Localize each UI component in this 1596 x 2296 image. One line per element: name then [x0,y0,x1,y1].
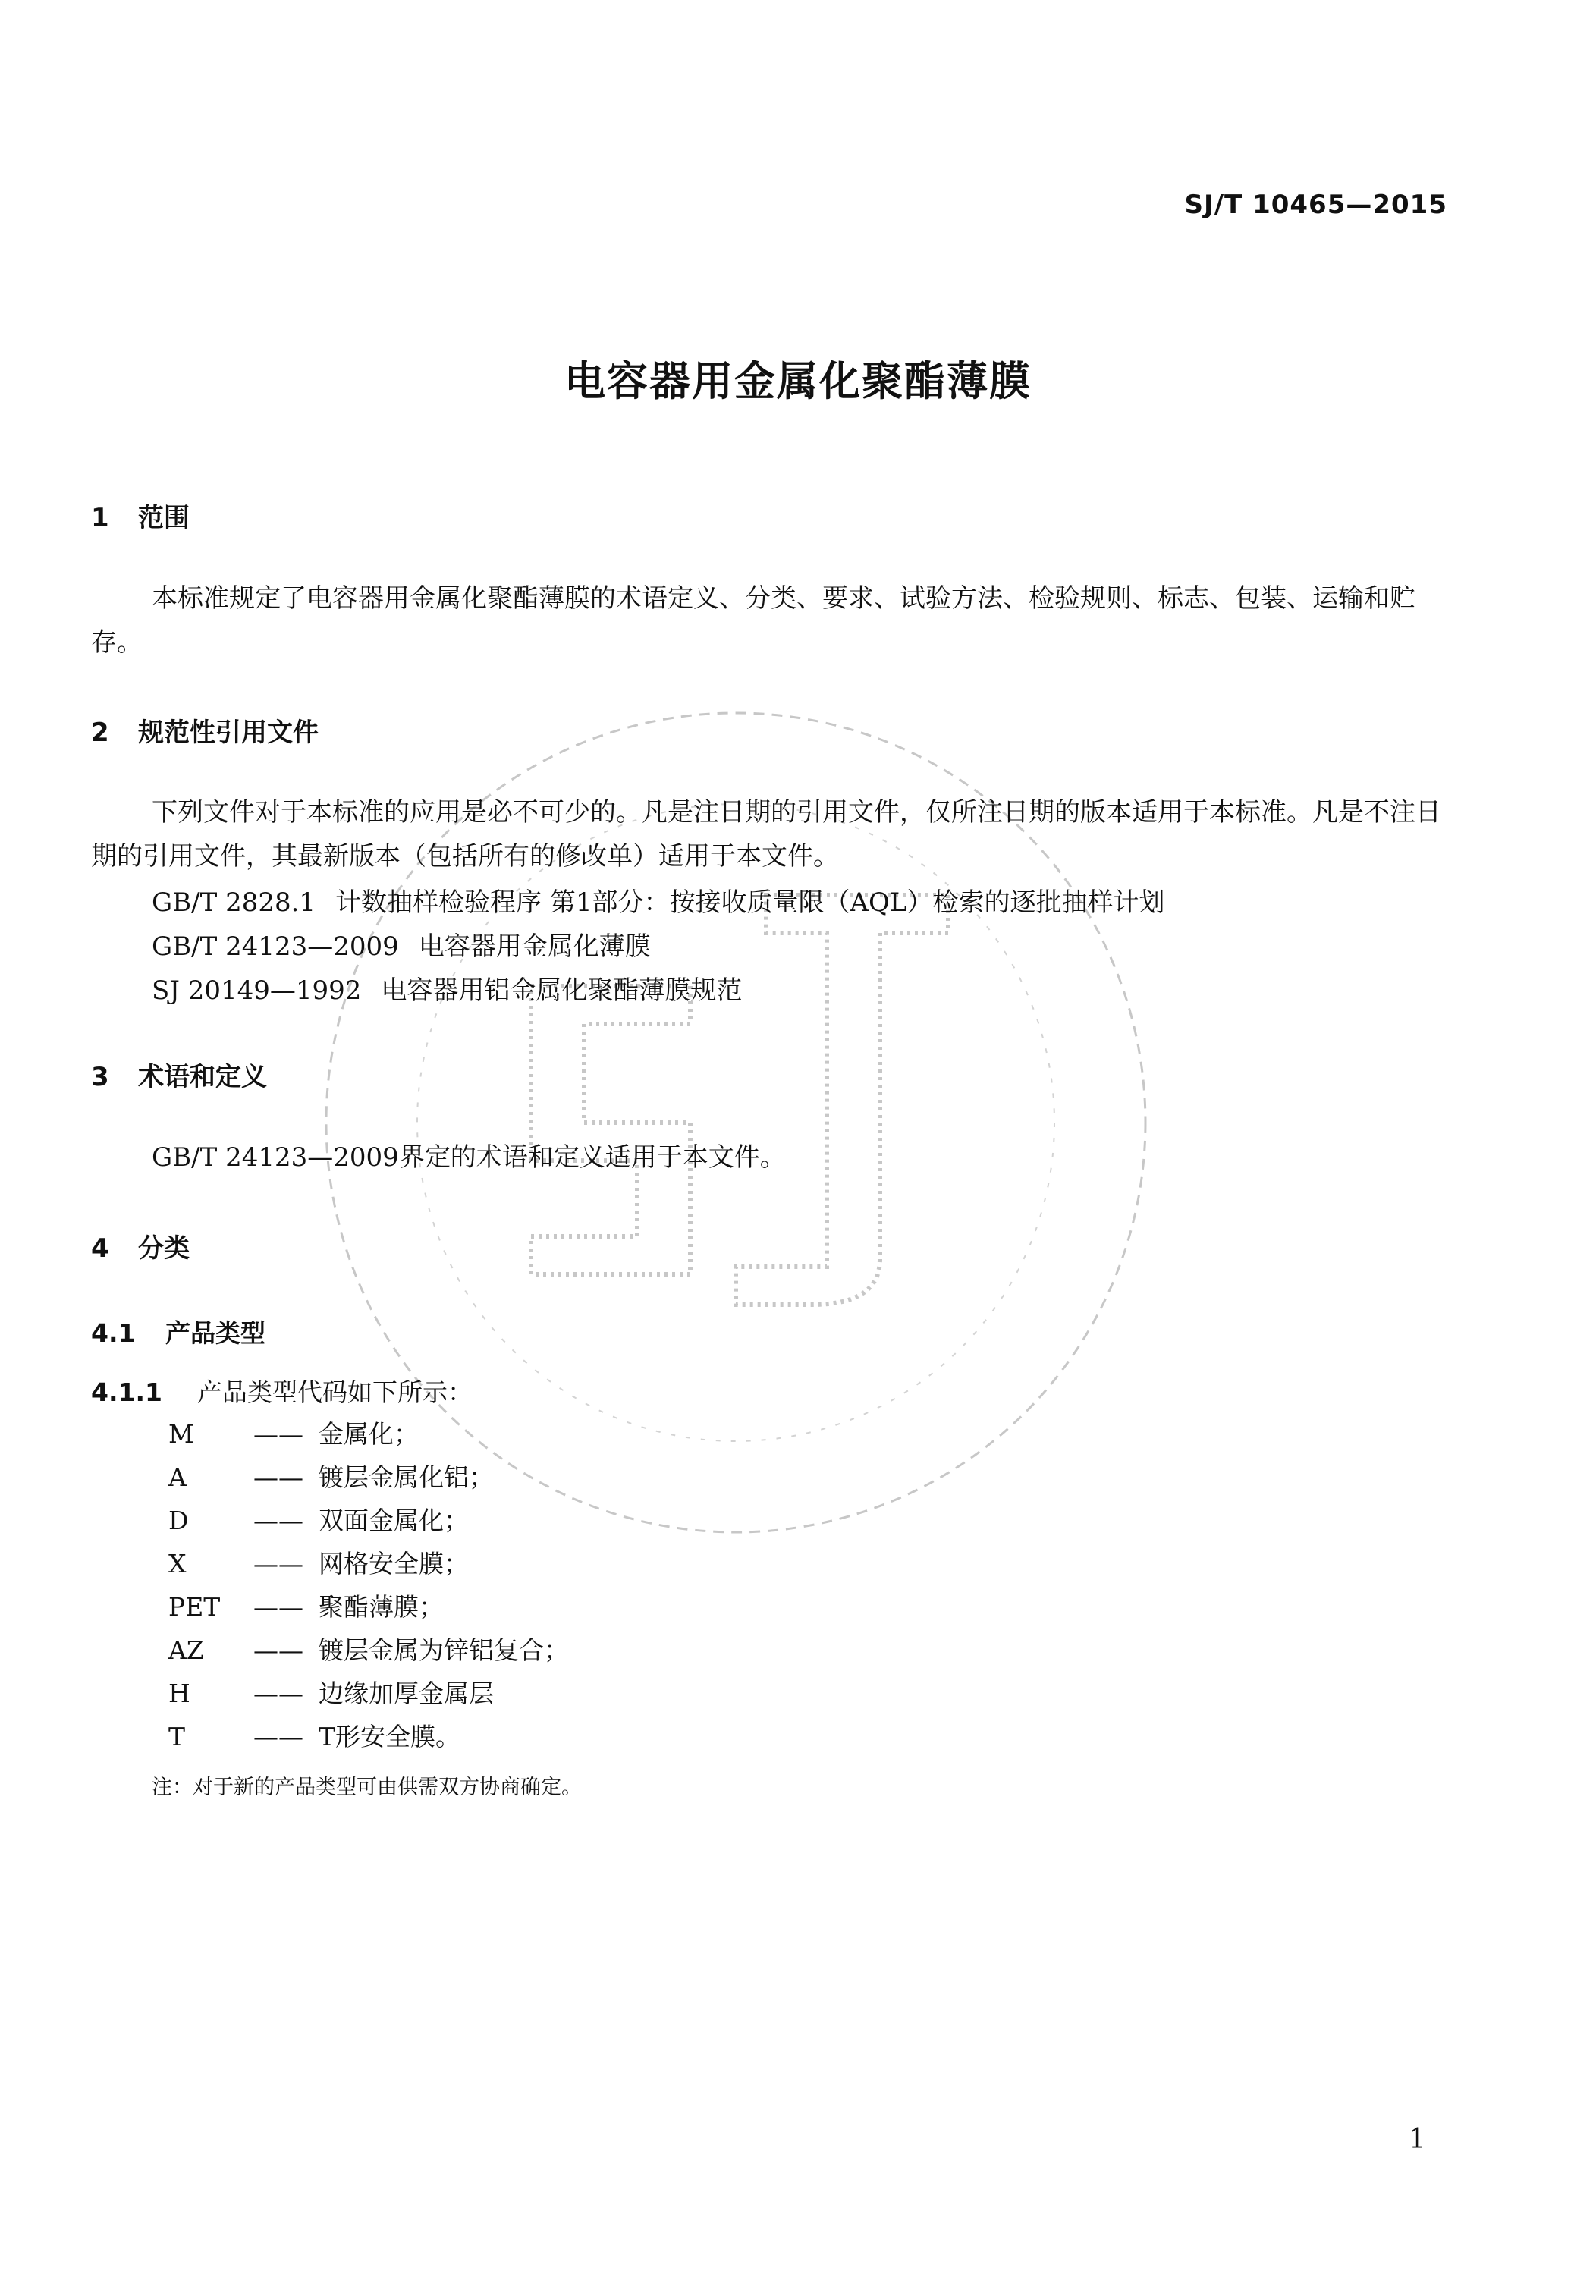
type-code: T [168,1722,186,1751]
dash: —— [253,1419,303,1449]
dash: —— [253,1679,303,1708]
section-4-1-1-line [91,1373,473,1409]
document-code: SJ/T 10465—2015 [1184,190,1447,220]
paragraph-text: GB/T 24123—2009界定的术语和定义适用于本文件。 [152,1142,786,1173]
type-description: 双面金属化； [319,1506,469,1535]
page-number: 1 [1409,2124,1426,2155]
type-code: AZ [168,1635,204,1665]
dash: —— [253,1462,303,1492]
type-description: 镀层金属化铝； [319,1462,494,1492]
type-code: PET [168,1592,221,1622]
document-title: 电容器用金属化聚酯薄膜 [564,357,1032,405]
section-3-heading [91,1056,267,1093]
section-1-paragraph [91,576,1447,664]
paragraph-text: 下列文件对于本标准的应用是必不可少的。凡是注日期的引用文件，仅所注日期的版本适用于本标准。凡是不注日期的引用文件，其最新版本（包括所有的修改单）适用于本文件。 [91,797,1441,872]
section-number: 3 [91,1062,109,1092]
section-1-heading [91,497,190,534]
section-title: 分类 [138,1233,190,1264]
section-2-paragraph [91,790,1447,878]
section-2-heading [91,711,319,749]
section-number: 4.1.1 [91,1377,162,1407]
section-number: 4.1 [91,1318,136,1348]
type-code-row [168,1672,569,1715]
section-number: 2 [91,718,109,748]
reference-title: 电容器用金属化薄膜 [418,931,651,962]
section-number: 4 [91,1233,109,1264]
reference-item [152,969,742,1007]
type-code: X [168,1549,187,1578]
paragraph-text: 本标准规定了电容器用金属化聚酯薄膜的术语定义、分类、要求、试验方法、检验规则、标志、包装、运输和贮存。 [91,583,1415,658]
dash: —— [253,1635,303,1665]
note: 注：对于新的产品类型可由供需双方协商确定。 [152,1776,582,1799]
type-code-row [168,1412,569,1456]
reference-title: 电容器用铝金属化聚酯薄膜规范 [381,975,743,1006]
type-description: 聚酯薄膜； [319,1592,444,1622]
type-code: H [168,1679,190,1708]
type-code: M [168,1419,194,1449]
dash: —— [253,1506,303,1535]
section-title: 产品类型 [165,1318,265,1348]
reference-title: 计数抽样检验程序 第1部分：按接收质量限（AQL）检索的逐批抽样计划 [335,887,1165,918]
reference-item [152,881,1165,919]
type-code-row [168,1456,569,1499]
reference-item [152,925,651,963]
type-description: 镀层金属为锌铝复合； [319,1635,569,1665]
dash: —— [253,1549,303,1578]
section-title: 规范性引用文件 [138,718,319,748]
section-3-paragraph [91,1135,1447,1179]
type-code-row [168,1629,569,1672]
dash: —— [253,1592,303,1622]
type-code: D [168,1506,189,1535]
section-title: 术语和定义 [138,1062,267,1092]
reference-code: SJ 20149—1992 [152,975,362,1006]
type-description: 边缘加厚金属层 [319,1679,494,1708]
section-title: 范围 [138,503,190,533]
type-code-row [168,1542,569,1585]
reference-code: GB/T 24123—2009 [152,931,399,962]
type-description: 网格安全膜； [319,1549,469,1578]
type-code-list [168,1412,569,1758]
dash: —— [253,1722,303,1751]
section-number: 1 [91,503,109,533]
type-code-row [168,1585,569,1629]
type-code-row [168,1715,569,1758]
type-code: A [168,1462,187,1492]
type-description: T形安全膜。 [319,1722,461,1751]
section-4-heading [91,1227,190,1264]
type-description: 金属化； [319,1419,419,1449]
paragraph-text: 产品类型代码如下所示： [197,1377,473,1407]
type-code-row [168,1499,569,1542]
section-4-1-heading [91,1314,265,1349]
reference-code: GB/T 2828.1 [152,887,316,918]
